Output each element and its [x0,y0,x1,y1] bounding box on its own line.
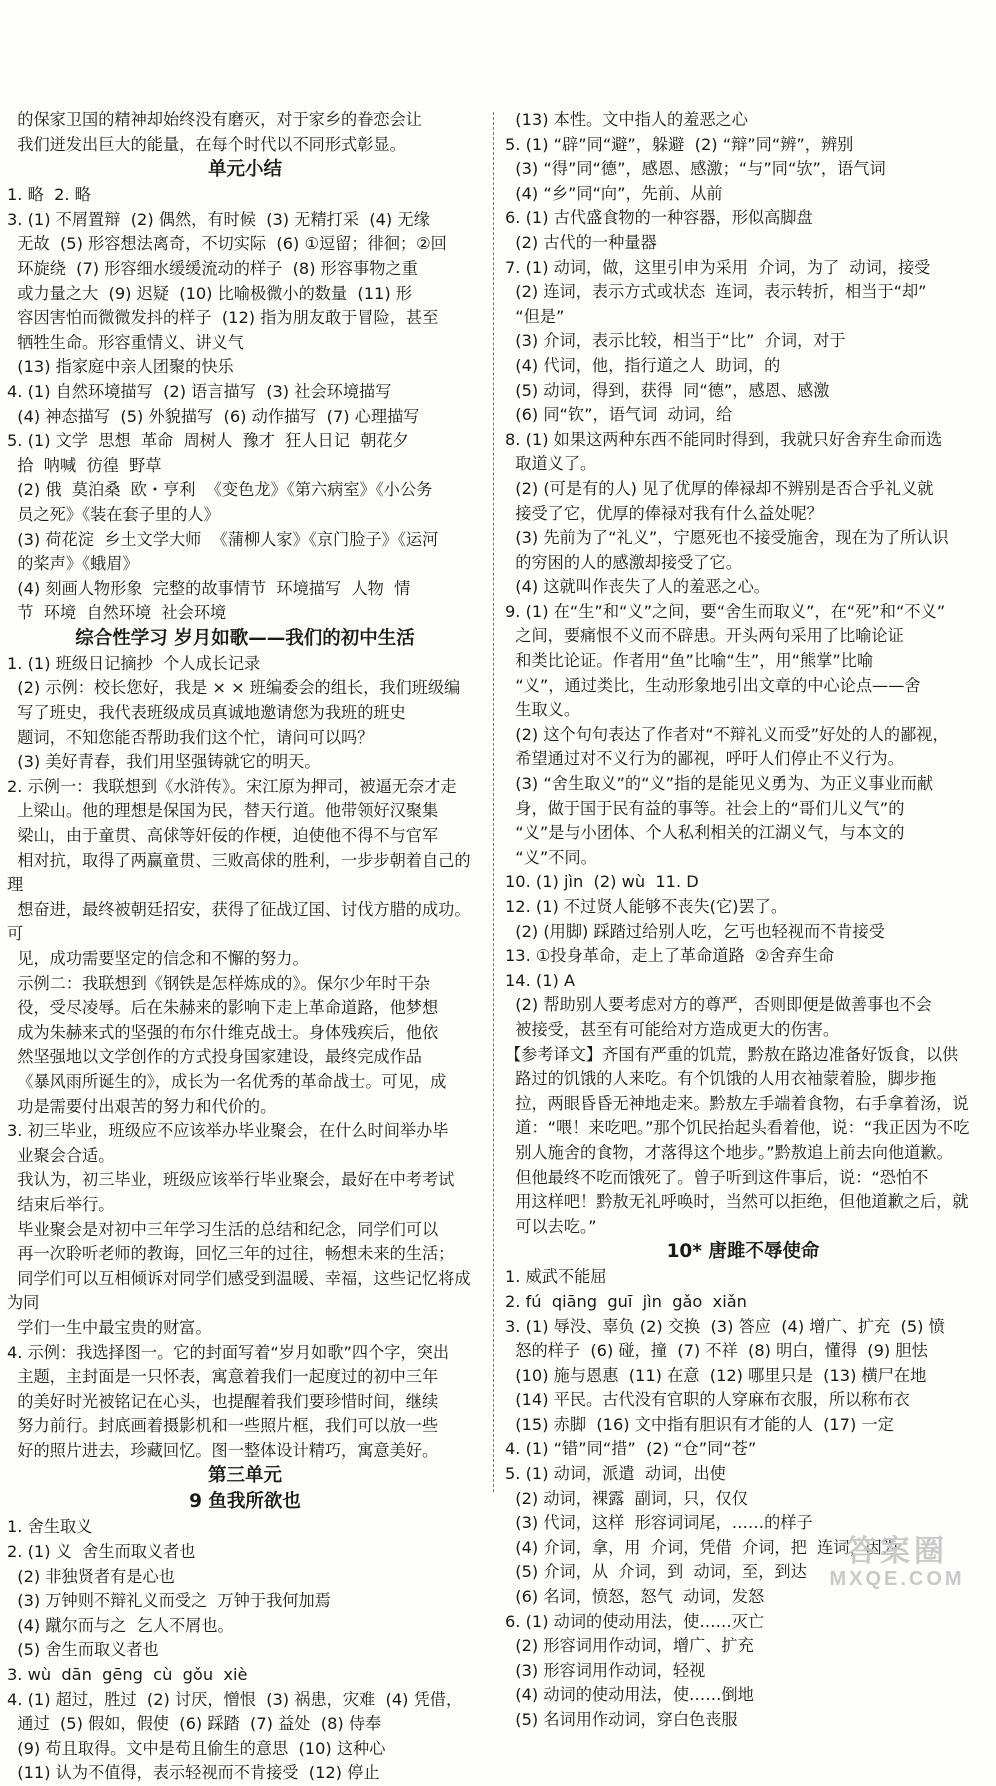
answer-line: (5) 舍生而取义者也 [7,1640,159,1660]
answer-line: 然坚强地以文学创作的方式投身国家建设，最终完成作品 [7,1047,422,1067]
answer-line: 取道义了。 [505,454,597,474]
answer-line: 成为朱赫来式的坚强的布尔什维克战士。身体残疾后，他依 [7,1022,439,1042]
answer-line: (9) 苟且取得。文中是苟且偷生的意思 (10) 这种心 [7,1738,386,1758]
answer-line: 5. (1) “辟”同“避”，躲避 (2) “辩”同“辨”，辨别 [505,134,854,154]
section-heading: 第三单元 [207,1465,282,1487]
answer-line: (2) 古代的一种量器 [505,232,657,252]
answer-line: 2. (1) 义 舍生而取义者也 [7,1542,196,1562]
answer-line: 怒的样子 (6) 碰，撞 (7) 不祥 (8) 明白，懂得 (9) 胆怯 [505,1341,928,1361]
answer-line: (2) 形容词用作动词，增广、扩充 [505,1636,754,1656]
right-column [505,108,981,1733]
answer-line: 3. (1) 辱没、辜负 (2) 交换 (3) 答应 (4) 增广、扩充 (5) 愤 [505,1316,945,1336]
answer-line: 可以去吃。” [505,1216,597,1236]
answer-line: 4. (1) 自然环境描写 (2) 语言描写 (3) 社会环境描写 [7,381,392,401]
answer-line: 6. (1) 动词的使动用法，使……灭亡 [505,1611,765,1631]
answer-line: 学们一生中最宝贵的财富。 [7,1317,212,1337]
answer-line: (4) 代词，他，指行道之人 助词，的 [505,355,781,375]
answer-line: 3. 初三毕业，班级应不应该举办毕业聚会，在什么时间举办毕 [7,1121,449,1141]
answer-line: 见，成功需要坚定的信念和不懈的努力。 [7,949,309,968]
answer-line: 3. wù dān gēng cù gǒu xiè [7,1665,248,1685]
answer-line: 2. 示例一：我联想到《水浒传》。宋江原为押司，被逼无奈才走 [7,776,457,796]
answer-line: 牺牲生命。形容重情义、讲义气 [7,332,244,352]
answer-line: (3) “舍生取义”的“义”指的是能见义勇为、为正义事业而献 [505,774,934,794]
answer-line: (4) “乡”同“向”，先前、从前 [505,183,723,203]
answer-line: 《暴风雨所诞生的》，成长为一名优秀的革命战士。可见，成 [7,1071,447,1091]
answer-line: 我认为，初三毕业，班级应该举行毕业聚会，最好在中考考试 [7,1170,455,1190]
answer-line: (3) 美好青春，我们用坚强铸就它的明天。 [7,752,321,772]
answer-line: 想奋进，最终被朝廷招安，获得了征战辽国、讨伐方腊的成功。可 [7,899,471,944]
answer-line: 希望通过对不义行为的鄙视，呼吁人们停止不义行为。 [505,749,904,769]
answer-line: (3) 万钟则不辩礼义而受之 万钟于我何加焉 [7,1591,331,1611]
answer-line: 通过 (5) 假如，假使 (6) 踩踏 (7) 益处 (8) 侍奉 [7,1714,382,1734]
answer-line: 无故 (5) 形容想法离奇，不切实际 (6) ①逗留；徘徊；②回 [7,234,447,254]
answer-line: 被接受，甚至有可能给对方造成更大的伤害。 [505,1019,840,1039]
answer-line: 努力前行。封底画着摄影机和一些照片框，我们可以放一些 [7,1416,439,1436]
answer-line: “义”，通过类比，生动形象地引出文章的中心论点——舍 [505,675,921,695]
answer-line: (6) 同“钦”，语气词 动词，给 [505,405,733,425]
answer-line: (4) 神态描写 (5) 外貌描写 (6) 动作描写 (7) 心理描写 [7,406,420,426]
answer-line: (2) (可是有的人) 见了优厚的俸禄却不辨别是否合乎礼义就 [505,478,934,498]
answer-line: (14) 平民。古代没有官职的人穿麻布衣服，所以称布衣 [505,1390,910,1410]
answer-line: 拾 呐喊 彷徨 野草 [7,455,162,475]
answer-line: (2) 这个句句表达了作者对“不辩礼义而受”好处的人的鄙视， [505,724,949,744]
answer-line: (3) 介词，表示比较，相当于“比” 介词，对于 [505,331,846,351]
answer-line: 同学们可以互相倾诉对同学们感受到温暖、幸福，这些记忆将成为同 [7,1268,471,1313]
answer-line: 1. 威武不能屈 [505,1267,607,1287]
answer-line: 身，做于国于民有益的事等。社会上的“哥们儿义气”的 [505,798,905,818]
answer-line: 8. (1) 如果这两种东西不能同时得到，我就只好舍弃生命而选 [505,429,943,449]
answer-line: 容因害怕而微微发抖的样子 (12) 指为朋友敢于冒险，甚至 [7,308,439,328]
answer-line: 题词，不知您能否帮助我们这个忙，请问可以吗？ [7,727,374,747]
answer-line: 但他最终不吃而饿死了。曾子听到这件事后，说：“恐怕不 [505,1167,929,1187]
answer-line: 示例二：我联想到《钢铁是怎样炼成的》。保尔少年时干杂 [7,973,431,993]
answer-line: 5. (1) 文学 思想 革命 周树人 豫才 狂人日记 朝花夕 [7,431,409,451]
answer-line: (13) 指家庭中亲人团聚的快乐 [7,357,234,377]
answer-line: 12. (1) 不过贤人能够不丧失(它)罢了。 [505,897,788,916]
answer-line: 【参考译文】齐国有严重的饥荒，黔敖在路边准备好饭食，以供 [505,1044,959,1064]
answer-line: 用这样吧！黔敖无礼呼唤时，当然可以拒绝，但他道歉之后，就 [505,1192,969,1212]
site-watermark-logo [812,1536,982,1592]
answer-line: 1. 略 2. 略 [7,185,91,205]
answer-line: “义”不同。 [505,847,597,867]
watermark-bottom: MXQE.COM [829,1568,965,1590]
answer-line: 接受了它，优厚的俸禄对我有什么益处呢？ [505,503,823,523]
answer-line: (3) 代词，这样 形容词词尾，……的样子 [505,1513,813,1533]
answer-line: 7. (1) 动词，做，这里引申为采用 介词，为了 动词，接受 [505,257,931,277]
answer-line: (4) 蹴尔而与之 乞人不屑也。 [7,1615,234,1635]
answer-line: 4. (1) 超过，胜过 (2) 讨厌，憎恨 (3) 祸患，灾难 (4) 凭借， [7,1689,463,1709]
answer-line: (3) 荷花淀 乡土文学大师 《蒲柳人家》《京门脸子》《运河 [7,529,439,549]
section-heading: 9 鱼我所欲也 [189,1491,301,1513]
answer-line: 9. (1) 在“生”和“义”之间，要“舍生而取义”，在“死”和“不义” [505,601,946,621]
column-divider [493,112,494,1492]
answer-line: 别人施舍的食物，才落得这个地步。”黔敖追上前去向他道歉。 [505,1142,953,1162]
answer-line: 节 环境 自然环境 社会环境 [7,603,227,623]
section-heading: 综合性学习 岁月如歌——我们的初中生活 [75,627,415,649]
answer-line: (4) 刻画人物形象 完整的故事情节 环境描写 人物 情 [7,578,411,598]
answer-line: (2) 帮助别人要考虑对方的尊严，否则即便是做善事也不会 [505,995,932,1015]
answer-line: 再一次聆听老师的教诲，回忆三年的过往，畅想未来的生活； [7,1244,455,1264]
answer-line: 14. (1) A [505,970,576,990]
answer-line: 6. (1) 古代盛食物的一种容器，形似高脚盘 [505,208,813,228]
answer-line: (2) 动词，裸露 副词，只，仅仅 [505,1488,748,1508]
answer-line: 5. (1) 动词，派遣 动词，出使 [505,1464,726,1484]
answer-line: (13) 本性。文中指人的羞恶之心 [505,110,748,129]
answer-line: 路过的饥饿的人来吃。有个饥饿的人用衣袖蒙着脸，脚步拖 [505,1069,937,1089]
answer-line: “但是” [505,306,565,326]
answer-line: (5) 名词用作动词，穿白色丧服 [505,1710,738,1729]
answer-line: 4. (1) “错”同“措” (2) “仓”同“苍” [505,1439,757,1459]
answer-line: 2. fú qiāng guī jìn gǎo xiǎn [505,1291,747,1311]
answer-line: (5) 介词，从 介词，到 动词，至，到达 [505,1562,807,1582]
answer-line: (4) 介词，拿，用 介词，凭借 介词，把 连词，因为 [505,1537,898,1557]
answer-line: 上梁山。他的理想是保国为民，替天行道。他带领好汉聚集 [7,801,439,821]
watermark-top: 答案圈 [846,1535,948,1568]
answer-line: (4) 这就叫作丧失了人的羞恶之心。 [505,577,770,597]
answer-line: 之间，要痛恨不义而不辟患。开头两句采用了比喻论证 [505,626,904,646]
section-heading: 单元小结 [207,159,282,181]
answer-line: (15) 赤脚 (16) 文中指有胆识有才能的人 (17) 一定 [505,1414,894,1434]
answer-line: 生取义。 [505,700,581,720]
answer-line: (2) 示例：校长您好，我是 × × 班编委会的组长，我们班级编 [7,678,461,698]
answer-line: (11) 认为不值得，表示轻视而不肯接受 (12) 停止 [7,1763,380,1783]
answer-line: 道：“喂！来吃吧。”那个饥民抬起头看着他，说：“我正因为不吃 [505,1118,970,1138]
answer-line: 环旋绕 (7) 形容细水缓缓流动的样子 (8) 形容事物之重 [7,258,418,278]
answer-line: 10. (1) jìn (2) wù 11. D [505,872,699,892]
answer-line: (2) (用脚) 踩踏过给别人吃，乞丐也轻视而不肯接受 [505,921,885,941]
answer-line: 毕业聚会是对初中三年学习生活的总结和纪念，同学们可以 [7,1219,439,1239]
answer-line: 业聚会合适。 [7,1145,115,1165]
answer-line: 的美好时光被铭记在心头，也提醒着我们要珍惜时间，继续 [7,1391,439,1411]
answer-line: 的保家卫国的精神却始终没有磨灭，对于家乡的眷恋会让 [7,110,422,129]
answer-line: (3) “得”同“德”，感恩、感激；“与”同“欤”，语气词 [505,159,886,179]
answer-line: 相对抗，取得了两赢童贯、三败高俅的胜利，一步步朝着自己的理 [7,850,471,895]
answer-line: (2) 俄 莫泊桑 欧・亨利 《变色龙》《第六病室》《小公务 [7,480,433,500]
answer-line: (3) 形容词用作动词，轻视 [505,1660,706,1680]
answer-line: 4. 示例：我选择图一。它的封面写着“岁月如歌”四个字，突出 [7,1342,450,1362]
section-heading: 10* 唐雎不辱使命 [666,1241,820,1263]
answer-line: 梁山，由于童贯、高俅等奸佞的作梗，迫使他不得不与官军 [7,826,439,846]
answer-line: 主题，主封面是一只怀表，寓意着我们一起度过的初中三年 [7,1367,439,1387]
answer-line: (10) 施与恩惠 (11) 在意 (12) 哪里只是 (13) 横尸在地 [505,1365,927,1385]
answer-line: 的穷困的人的感激却接受了它。 [505,552,742,572]
answer-line: (2) 连词，表示方式或状态 连词，表示转折，相当于“却” [505,282,927,302]
left-column [7,108,483,1786]
answer-line: (3) 先前为了“礼义”，宁愿死也不接受施舍，现在为了所认识 [505,528,949,548]
answer-line: 写了班史，我代表班级成员真诚地邀请您为我班的班史 [7,703,406,723]
answer-line: 1. (1) 班级日记摘抄 个人成长记录 [7,653,261,673]
answer-line: 拉，两眼昏昏无神地走来。黔敖左手端着食物，右手拿着汤，说 [505,1093,969,1113]
answer-line: (5) 动词，得到，获得 同“德”，感恩、感激 [505,380,830,400]
answer-line: 结束后举行。 [7,1194,115,1214]
answer-line: 1. 舍生取义 [7,1517,93,1537]
answer-line: 或力量之大 (9) 迟疑 (10) 比喻极微小的数量 (11) 形 [7,283,412,303]
answer-line: 役，受尽凌辱。后在朱赫来的影响下走上革命道路，他梦想 [7,998,439,1018]
answer-line: (4) 动词的使动用法，使……倒地 [505,1685,754,1705]
answer-line: (6) 名词，愤怒，怒气 动词，发怒 [505,1587,765,1607]
answer-line: 的桨声》《蛾眉》 [7,554,139,574]
answer-line: 好的照片进去，珍藏回忆。图一整体设计精巧，寓意美好。 [7,1440,439,1460]
answer-line: 员之死》《装在套子里的人》 [7,504,220,524]
answer-line: (2) 非独贤者有是心也 [7,1566,175,1586]
answer-line: “义”是与小团体、个人私利相关的江湖义气，与本文的 [505,823,905,843]
answer-line: 我们迸发出巨大的能量，在每个时代以不同形式彰显。 [7,134,406,154]
answer-line: 功是需要付出艰苦的努力和代价的。 [7,1096,277,1116]
answer-line: 3. (1) 不屑置辩 (2) 偶然，有时候 (3) 无精打采 (4) 无缘 [7,209,430,229]
answer-line: 13. ①投身革命，走上了革命道路 ②舍弃生命 [505,946,835,966]
answer-line: 和类比论证。作者用“鱼”比喻“生”，用“熊掌”比喻 [505,651,874,671]
